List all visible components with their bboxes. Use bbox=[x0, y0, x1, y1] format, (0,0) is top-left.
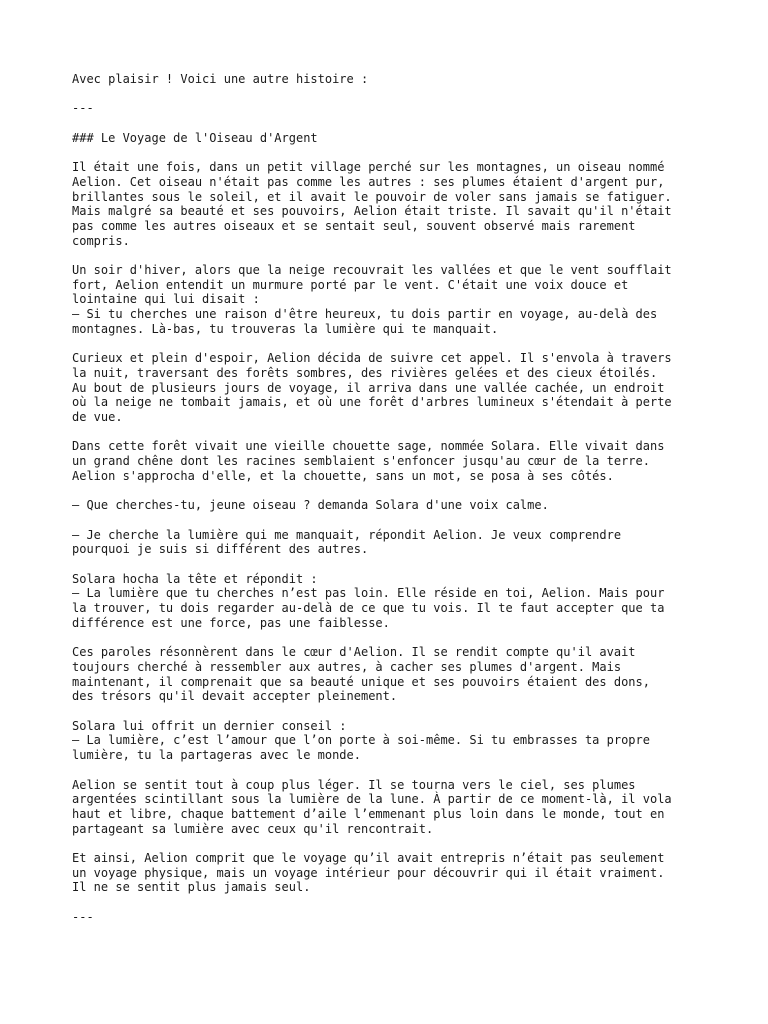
paragraph-line: différence est une force, pas une faiblesse. bbox=[72, 615, 390, 630]
paragraph-line: Aelion s'approcha d'elle, et la chouette, sans un mot, se posa à ses côtés. bbox=[72, 468, 614, 483]
paragraph-line: où la neige ne tombait jamais, et où une forêt d'arbres lumineux s'étendait à perte bbox=[72, 395, 672, 410]
paragraph bbox=[72, 645, 712, 704]
paragraph bbox=[72, 263, 712, 337]
paragraph-line: pas comme les autres oiseaux et se sentait seul, souvent observé mais rarement bbox=[72, 218, 636, 233]
separator-top: --- bbox=[72, 101, 94, 116]
paragraph bbox=[72, 351, 712, 425]
paragraph-line: de vue. bbox=[72, 410, 123, 425]
paragraph-line: maintenant, il comprenait que sa beauté unique et ses pouvoirs étaient des dons, bbox=[72, 674, 650, 689]
paragraph-line: haut et libre, chaque battement d’aile l’emmenant plus loin dans le monde, tout en bbox=[72, 806, 665, 821]
paragraph-line: Solara lui offrit un dernier conseil : bbox=[72, 718, 347, 733]
paragraph-line: – La lumière, c’est l’amour que l’on porte à soi-même. Si tu embrasses ta propre bbox=[72, 733, 650, 748]
paragraph-line: lointaine qui lui disait : bbox=[72, 292, 260, 307]
paragraph-line: lumière, tu la partageras avec le monde. bbox=[72, 748, 361, 763]
separator-bottom: --- bbox=[72, 909, 94, 924]
paragraph bbox=[72, 719, 712, 763]
paragraph bbox=[72, 572, 712, 631]
paragraph-line: toujours cherché à ressembler aux autres, à cacher ses plumes d'argent. Mais bbox=[72, 659, 622, 674]
document-page bbox=[72, 72, 712, 939]
paragraph-line: Aelion se sentit tout à coup plus léger. Il se tourna vers le ciel, ses plumes bbox=[72, 777, 636, 792]
paragraph-line: compris. bbox=[72, 233, 130, 248]
paragraph bbox=[72, 778, 712, 837]
paragraph-line: montagnes. Là-bas, tu trouveras la lumière qui te manquait. bbox=[72, 321, 499, 336]
paragraph-line: fort, Aelion entendit un murmure porté par le vent. C'était une voix douce et bbox=[72, 277, 629, 292]
paragraph-line: la trouver, tu dois regarder au-delà de ce que tu vois. Il te faut accepter que ta bbox=[72, 601, 665, 616]
paragraph-line: – Si tu cherches une raison d'être heureux, tu dois partir en voyage, au-delà des bbox=[72, 307, 658, 322]
paragraph-line: Ces paroles résonnèrent dans le cœur d'Aelion. Il se rendit compte qu'il avait bbox=[72, 645, 636, 660]
intro-line: Avec plaisir ! Voici une autre histoire : bbox=[72, 72, 369, 86]
paragraph-line: Solara hocha la tête et répondit : bbox=[72, 571, 318, 586]
paragraph-line: brillantes sous le soleil, et il avait le pouvoir de voler sans jamais se fatiguer. bbox=[72, 189, 672, 204]
paragraph bbox=[72, 160, 712, 248]
paragraph bbox=[72, 851, 712, 895]
paragraph-line: – Je cherche la lumière qui me manquait, répondit Aelion. Je veux comprendre bbox=[72, 527, 622, 542]
paragraph-line: Mais malgré sa beauté et ses pouvoirs, Aelion était triste. Il savait qu'il n'était bbox=[72, 204, 672, 219]
paragraph-line: Aelion. Cet oiseau n'était pas comme les autres : ses plumes étaient d'argent pur, bbox=[72, 174, 665, 189]
paragraph bbox=[72, 439, 712, 483]
paragraph-line: Un soir d'hiver, alors que la neige recouvrait les vallées et que le vent soufflait bbox=[72, 263, 672, 278]
paragraph bbox=[72, 528, 712, 557]
story-heading: ### Le Voyage de l'Oiseau d'Argent bbox=[72, 130, 318, 145]
paragraph-line: Il ne se sentit plus jamais seul. bbox=[72, 880, 311, 895]
paragraph-line: la nuit, traversant des forêts sombres, des rivières gelées et des cieux étoilés. bbox=[72, 365, 658, 380]
paragraph-line: Et ainsi, Aelion comprit que le voyage qu’il avait entrepris n’était pas seulement bbox=[72, 851, 665, 866]
paragraph-line: partageant sa lumière avec ceux qu'il rencontrait. bbox=[72, 821, 434, 836]
paragraph-line: Au bout de plusieurs jours de voyage, il arriva dans une vallée cachée, un endroit bbox=[72, 380, 665, 395]
paragraph-line: Il était une fois, dans un petit village perché sur les montagnes, un oiseau nommé bbox=[72, 160, 665, 175]
paragraph-line: un grand chêne dont les racines semblaient s'enfoncer jusqu'au cœur de la terre. bbox=[72, 454, 650, 469]
paragraph-line: Curieux et plein d'espoir, Aelion décida de suivre cet appel. Il s'envola à travers bbox=[72, 351, 672, 366]
paragraph-line: pourquoi je suis si différent des autres. bbox=[72, 542, 369, 557]
paragraph-line: Dans cette forêt vivait une vieille chouette sage, nommée Solara. Elle vivait dans bbox=[72, 439, 665, 454]
paragraph bbox=[72, 498, 712, 513]
story-body bbox=[72, 160, 712, 895]
paragraph-line: – La lumière que tu cherches n’est pas loin. Elle réside en toi, Aelion. Mais pour bbox=[72, 586, 665, 601]
paragraph-line: un voyage physique, mais un voyage intérieur pour découvrir qui il était vraiment. bbox=[72, 865, 665, 880]
paragraph-line: – Que cherches-tu, jeune oiseau ? demanda Solara d'une voix calme. bbox=[72, 498, 549, 513]
paragraph-line: argentées scintillant sous la lumière de la lune. À partir de ce moment-là, il vola bbox=[72, 792, 672, 807]
paragraph-line: des trésors qu'il devait accepter pleinement. bbox=[72, 689, 398, 704]
